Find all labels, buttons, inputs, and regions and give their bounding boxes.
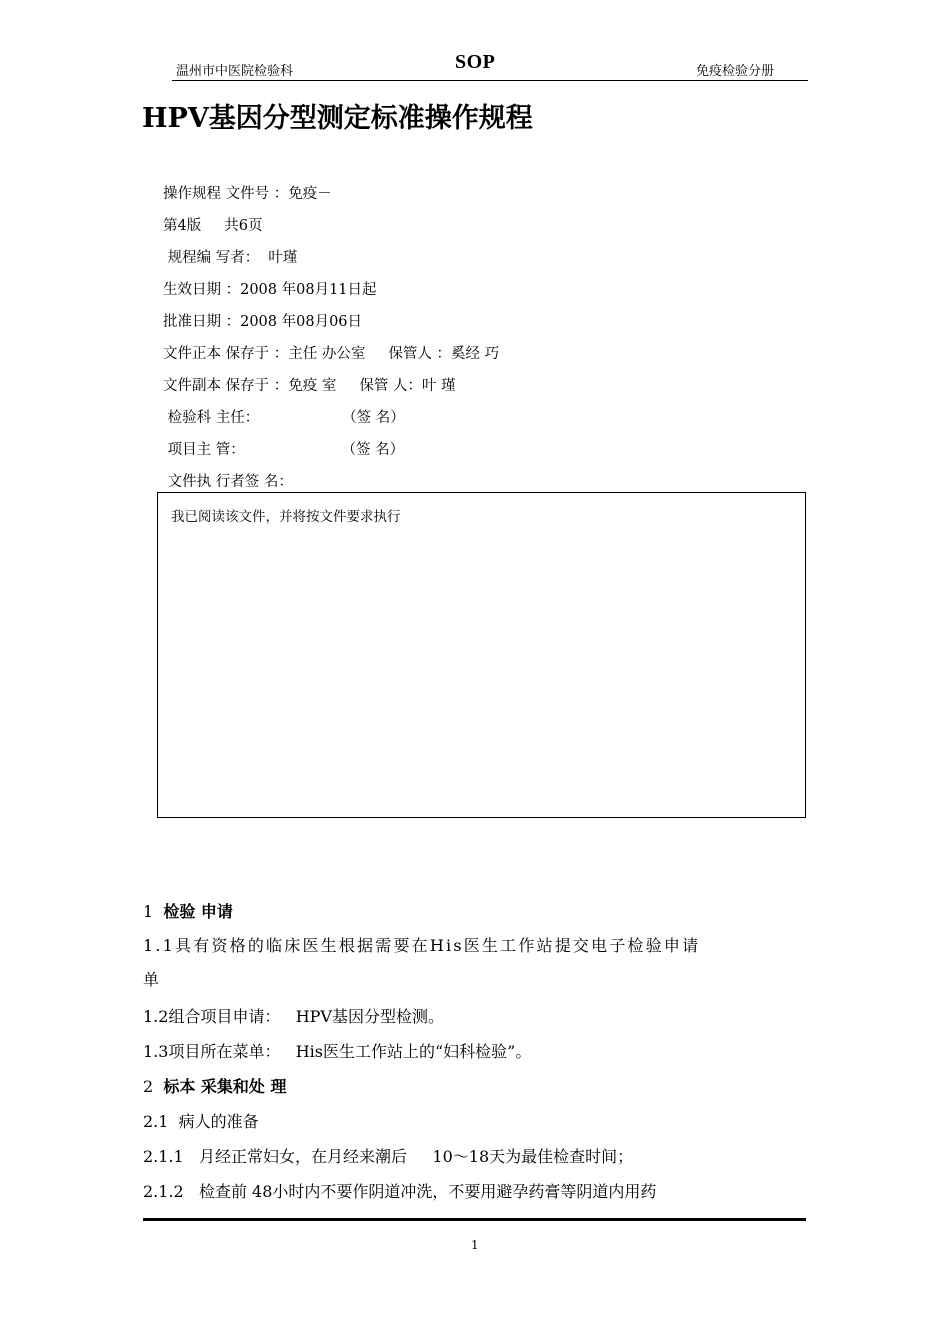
section-2-number: 2 — [143, 1077, 164, 1096]
paragraph-1-2: 1.2组合项目申请： HPV基因分型检测。 — [143, 1007, 444, 1026]
meta-version: 第4版 共6页 — [163, 218, 263, 234]
document-title: HPV基因分型测定标准操作规程 — [142, 103, 533, 134]
paragraph-2-1-2: 2.1.2 检查前 48小时内不要作阴道冲洗，不要用避孕药膏等阴道内用药 — [143, 1182, 657, 1201]
page-header — [172, 50, 808, 81]
signature-box — [157, 492, 806, 818]
meta-supervisor-signature: 项目主 管： （签 名） — [163, 442, 405, 458]
page-number: 1 — [471, 1238, 479, 1252]
header-institution: 温州市中医院检验科 — [176, 64, 294, 79]
meta-original-location: 文件正本 保存于 ：主任 办公室 保管人 ：奚经 巧 — [163, 346, 500, 362]
meta-copy-location: 文件副本 保存于 ：免疫 室 保管 人：叶 瑾 — [163, 378, 456, 394]
meta-executor-signature: 文件执 行者签 名： — [163, 474, 293, 490]
section-1-number: 1 — [143, 902, 164, 921]
meta-file-number: 操作规程 文件号 ：免疫－ — [163, 186, 332, 202]
section-1-heading — [143, 899, 233, 922]
paragraph-2-1: 2.1 病人的准备 — [143, 1112, 259, 1131]
footer-rule — [143, 1218, 806, 1221]
paragraph-1-1-continued: 单 — [143, 970, 160, 989]
paragraph-1-1: 1.1具有资格的临床医生根据需要在His医生工作站提交电子检验申请 — [143, 936, 701, 955]
meta-effective-date: 生效日期 ：2008 年08月11日起 — [163, 282, 377, 298]
header-sop-label: SOP — [455, 51, 496, 73]
header-volume: 免疫检验分册 — [695, 64, 774, 79]
section-1-title: 检验 申请 — [163, 902, 233, 921]
paragraph-1-3: 1.3项目所在菜单： His医生工作站上的“妇科检验”。 — [143, 1042, 532, 1061]
meta-approval-date: 批准日期 ：2008 年08月06日 — [163, 314, 363, 330]
section-2-heading — [143, 1074, 287, 1097]
meta-author: 规程编 写者： 叶瑾 — [163, 250, 298, 266]
signature-box-note: 我已阅读该文件，并将按文件要求执行 — [171, 509, 401, 525]
meta-director-signature: 检验科 主任： （签 名） — [163, 410, 405, 426]
paragraph-2-1-1: 2.1.1 月经正常妇女，在月经来潮后 10～18天为最佳检查时间； — [143, 1147, 634, 1166]
section-2-title: 标本 采集和处 理 — [163, 1077, 287, 1096]
